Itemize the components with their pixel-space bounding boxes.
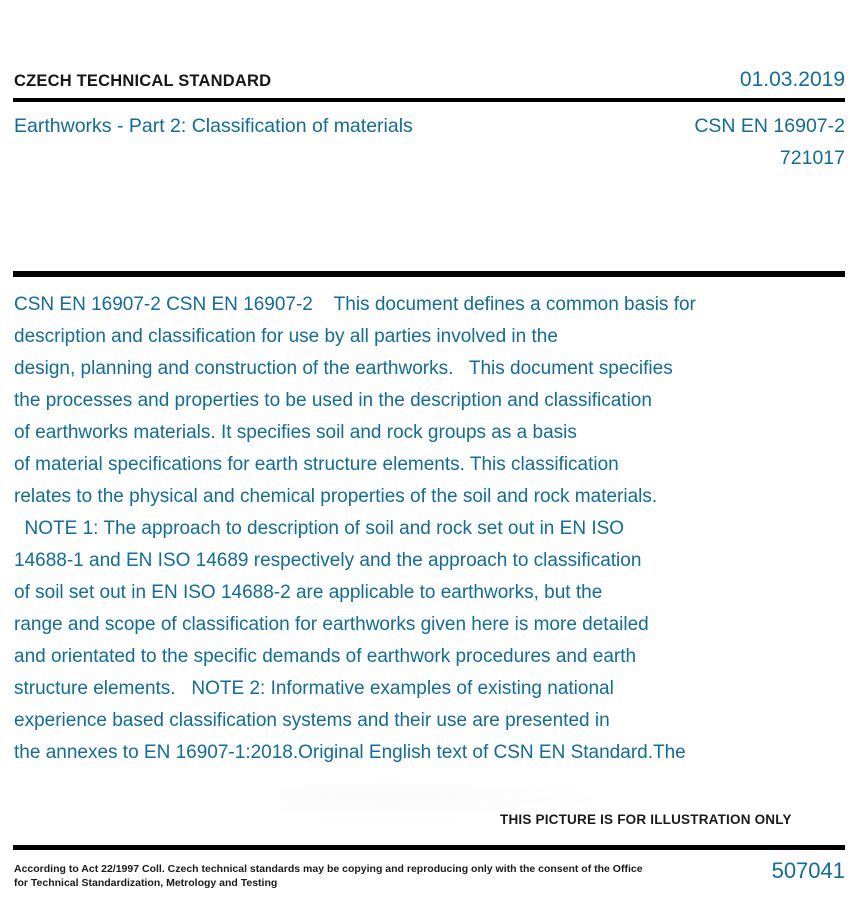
document-header xyxy=(14,68,845,96)
body-line: 14688-1 and EN ISO 14689 respectively and the approach to classification xyxy=(14,550,642,571)
document-title: Earthworks - Part 2: Classification of materials xyxy=(14,115,413,137)
body-line: relates to the physical and chemical properties of the soil and rock materials. xyxy=(14,486,658,507)
disclaimer-line: for Technical Standardization, Metrology and Testing xyxy=(14,877,278,889)
publication-date: 01.03.2019 xyxy=(739,68,845,91)
body-line: structure elements. NOTE 2: Informative examples of existing national xyxy=(14,678,614,699)
copyright-disclaimer xyxy=(14,862,643,890)
body-line: the processes and properties to be used in the description and classification xyxy=(14,390,652,411)
body-line: of soil set out in EN ISO 14688-2 are applicable to earthworks, but the xyxy=(14,582,603,603)
body-line: of material specifications for earth structure elements. This classification xyxy=(14,454,619,475)
body-line: range and scope of classification for earthworks given here is more detailed xyxy=(14,614,649,635)
abstract-body xyxy=(14,289,814,769)
body-line: NOTE 1: The approach to description of soil and rock set out in EN ISO xyxy=(14,518,625,539)
body-line: the annexes to EN 16907-1:2018.Original English text of CSN EN Standard.The xyxy=(14,742,686,763)
order-number: 507041 xyxy=(771,858,845,883)
body-line: CSN EN 16907-2 CSN EN 16907-2 This document defines a common basis for xyxy=(14,294,696,315)
classification-code: 721017 xyxy=(779,147,845,169)
body-line: of earthworks materials. It specifies soil and rock groups as a basis xyxy=(14,422,577,443)
body-divider-rule xyxy=(13,271,845,277)
disclaimer-line: According to Act 22/1997 Coll. Czech technical standards may be copying and reproducing only with the consent of the Office xyxy=(14,863,643,875)
standard-code: CSN EN 16907-2 xyxy=(694,115,845,137)
body-line: experience based classification systems and their use are presented in xyxy=(14,710,610,731)
header-divider-rule xyxy=(13,98,845,102)
body-line: design, planning and construction of the earthworks. This document specifies xyxy=(14,358,673,379)
body-line: description and classification for use by all parties involved in the xyxy=(14,326,558,347)
page-title: CZECH TECHNICAL STANDARD xyxy=(14,72,272,90)
footer-divider-rule xyxy=(13,845,845,850)
body-line: and orientated to the specific demands of earthwork procedures and earth xyxy=(14,646,637,667)
illustration-notice: THIS PICTURE IS FOR ILLUSTRATION ONLY xyxy=(500,812,792,827)
